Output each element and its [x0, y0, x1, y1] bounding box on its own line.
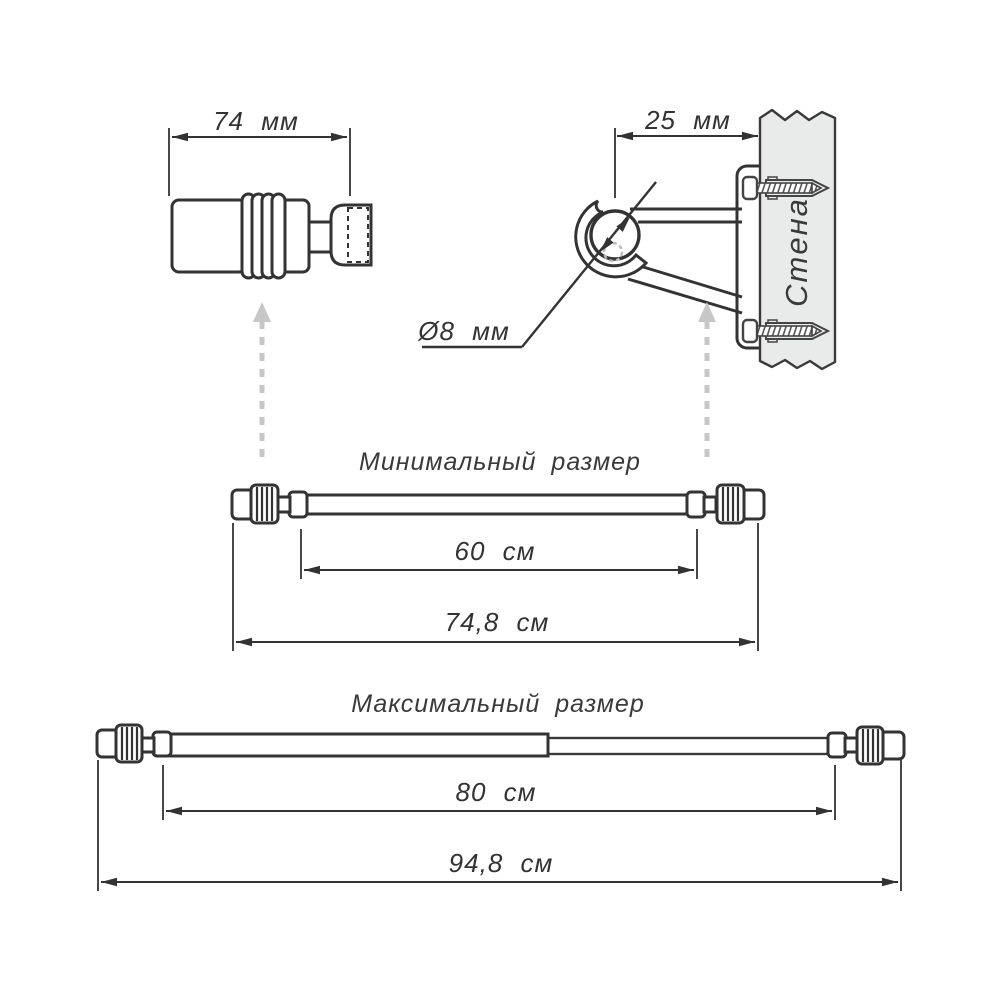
finial-connector [309, 222, 332, 252]
wall-label: Стена [779, 197, 815, 307]
finial-ring [272, 194, 285, 278]
max-rod-connector-left [142, 738, 154, 752]
finial-socket [331, 205, 371, 265]
pointer-arrowhead-left-icon [253, 302, 271, 322]
bracket-arm-bottom [640, 266, 742, 297]
max-rod-collar-left [116, 725, 142, 762]
min-rod-collar-right [717, 485, 744, 523]
min-overall-length-label: 74,8 см [444, 607, 550, 637]
min-rod-length-label: 60 см [454, 536, 536, 566]
min-rod-tube [305, 495, 688, 514]
rod-diameter-label: Ø8 мм [418, 316, 510, 346]
max-rod-socket-right [828, 733, 846, 757]
min-rod-connector-left [278, 497, 290, 512]
finial-detail [169, 106, 371, 278]
max-size-title: Максимальный размер [351, 690, 645, 718]
max-rod-outer-tube [170, 734, 548, 756]
maximum-size-section [97, 690, 904, 891]
bracket-detail [417, 105, 835, 369]
bracket-offset-label: 25 мм [645, 105, 731, 135]
max-rod-length-label: 80 см [455, 777, 537, 807]
min-size-title: Минимальный размер [359, 448, 641, 476]
max-rod-socket-left [153, 732, 171, 756]
max-rod-connector-right [845, 738, 857, 752]
bracket-arm-bottom [628, 279, 742, 313]
max-overall-length-label: 94,8 см [448, 848, 554, 878]
min-rod-socket-left [289, 492, 307, 517]
min-rod-socket-right [687, 492, 705, 517]
min-rod-connector-right [704, 497, 716, 512]
max-rod-inner-tube [548, 738, 828, 754]
min-rod-collar-left [251, 485, 278, 523]
finial-length-label: 74 мм [213, 106, 299, 136]
minimum-size-section [232, 448, 764, 651]
finial-body [172, 200, 246, 272]
